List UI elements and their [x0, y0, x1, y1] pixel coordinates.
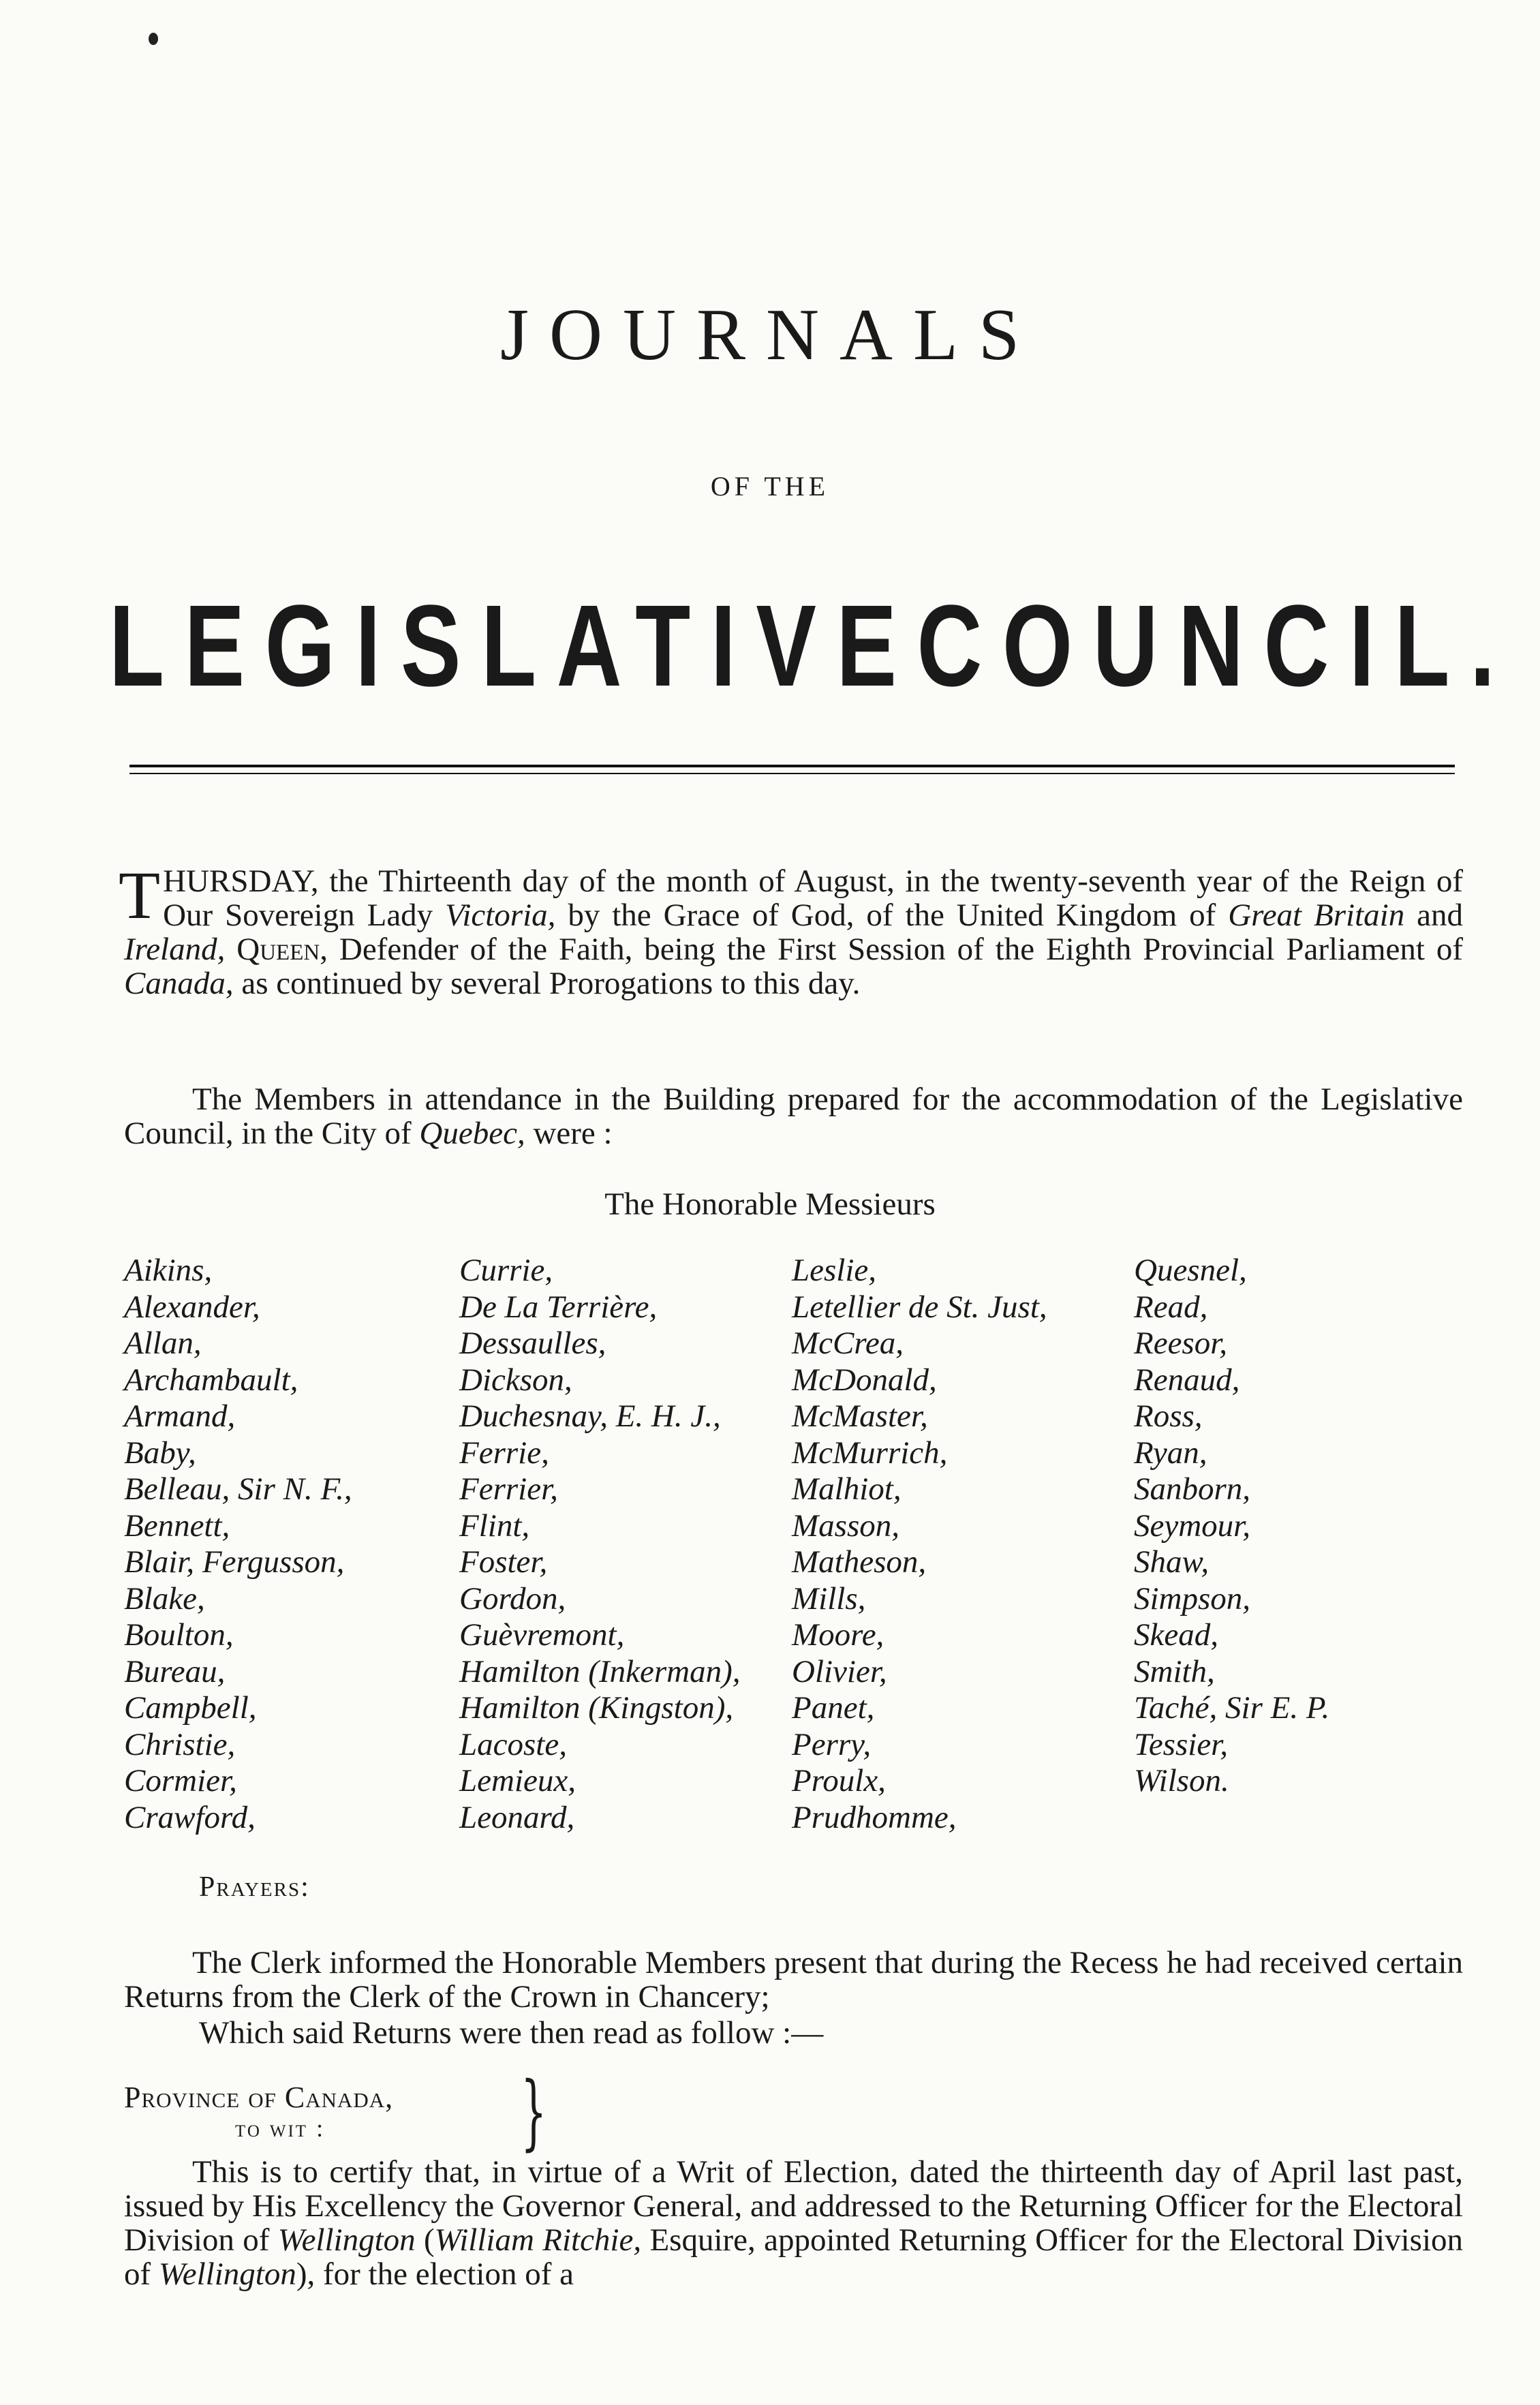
brace-glyph: } — [521, 2065, 547, 2160]
member-name: Matheson, — [792, 1544, 927, 1580]
member-name: Taché, Sir E. P. — [1134, 1690, 1330, 1726]
member-name: Shaw, — [1134, 1544, 1210, 1580]
member-name: Skead, — [1134, 1617, 1218, 1653]
opening-text: and — [1404, 898, 1464, 933]
member-name: McMaster, — [792, 1398, 928, 1434]
member-name: Renaud, — [1134, 1362, 1240, 1398]
member-name: Flint, — [459, 1507, 530, 1544]
messieurs-heading: The Honorable Messieurs — [604, 1186, 936, 1222]
member-name: Smith, — [1134, 1653, 1215, 1689]
member-name: Archambault, — [124, 1362, 298, 1398]
member-name: Crawford, — [124, 1799, 256, 1835]
member-name: Allan, — [124, 1326, 202, 1361]
title-journals: JOURNALS — [499, 294, 1041, 376]
clerk-paragraph: The Clerk informed the Honorable Members present that during the Recess he had received certain Returns from the Clerk of the Crown in Chancery; — [124, 1945, 1463, 2015]
member-name: Aikins, — [124, 1253, 213, 1288]
name-great-britain: Great Britain — [1228, 898, 1405, 933]
opening-text: as continued by several Prorogations to this day. — [233, 966, 861, 1001]
member-name: Hamilton (Inkerman), — [459, 1653, 741, 1689]
member-name: Ferrie, — [459, 1435, 549, 1471]
member-name: Currie, — [459, 1253, 553, 1288]
member-name: Reesor, — [1134, 1326, 1228, 1361]
opening-text: HURSDAY, the Thirteenth day of the month of August, in the twenty-seventh year of the Reign of Our Sovereign Lady — [163, 863, 1463, 933]
member-name: Read, — [1134, 1289, 1208, 1325]
member-name: Cormier, — [124, 1763, 237, 1798]
name-victoria: Victoria, — [445, 898, 556, 933]
member-name: Ryan, — [1134, 1435, 1207, 1471]
name-quebec: Quebec, — [419, 1116, 525, 1151]
member-name: Sanborn, — [1134, 1471, 1251, 1507]
member-name: Gordon, — [459, 1580, 566, 1617]
title-of-the: OF THE — [710, 471, 830, 502]
member-name: Baby, — [124, 1435, 196, 1471]
member-name: Bennett, — [124, 1507, 230, 1544]
members-text: The Members in attendance in the Building prepared for the accommodation of the Legislative Council, in the City of — [124, 1082, 1463, 1151]
member-name: McCrea, — [792, 1326, 904, 1361]
member-name: Letellier de St. Just, — [792, 1289, 1047, 1325]
member-column-4 — [1126, 1253, 1460, 1836]
prayers-heading: Prayers: — [199, 1871, 310, 1903]
province-line: Province of Canada, — [124, 2081, 394, 2114]
member-name: Foster, — [459, 1544, 548, 1580]
member-column-1 — [124, 1253, 458, 1836]
member-name: Perry, — [792, 1726, 872, 1762]
member-name: Masson, — [792, 1507, 899, 1544]
opening-text: by the Grace of God, of the United Kingdom of — [555, 898, 1229, 933]
name-wellington: Wellington — [277, 2222, 416, 2258]
member-name: Leslie, — [792, 1253, 877, 1288]
member-name: Quesnel, — [1134, 1253, 1247, 1288]
member-name: Belleau, Sir N. F., — [124, 1471, 352, 1507]
member-name: Hamilton (Kingston), — [459, 1690, 734, 1726]
member-name: Ferrier, — [459, 1471, 558, 1507]
member-name: Malhiot, — [792, 1471, 902, 1507]
member-name: Ross, — [1134, 1398, 1203, 1434]
certify-text: ), for the election of a — [296, 2256, 574, 2292]
title-legislative-council — [109, 579, 1515, 713]
member-name: McDonald, — [792, 1362, 937, 1398]
name-canada: Canada, — [124, 966, 234, 1001]
member-name: Blake, — [124, 1580, 205, 1617]
member-name: Moore, — [792, 1617, 884, 1653]
member-name: De La Terrière, — [459, 1289, 658, 1325]
member-name: Olivier, — [792, 1653, 887, 1689]
member-name: Alexander, — [124, 1289, 260, 1325]
member-name: Boulton, — [124, 1617, 234, 1653]
member-name: Wilson. — [1134, 1763, 1229, 1798]
member-column-3 — [792, 1253, 1126, 1836]
opening-text: Defender of the Faith, being the First Session of the Eighth Provincial Parliament of — [327, 932, 1464, 967]
word-queen: Queen, — [225, 932, 328, 967]
member-name: Bureau, — [124, 1653, 226, 1689]
members-text: were : — [525, 1116, 613, 1151]
members-paragraph — [124, 1082, 1463, 1150]
member-name: Leonard, — [459, 1799, 575, 1835]
member-name: Lacoste, — [459, 1726, 567, 1762]
member-name: Panet, — [792, 1690, 875, 1726]
certify-paragraph — [124, 2155, 1463, 2291]
member-name: Proulx, — [792, 1763, 886, 1798]
member-name: Lemieux, — [459, 1763, 576, 1798]
member-name: Seymour, — [1134, 1507, 1250, 1544]
member-name: Dessaulles, — [459, 1326, 606, 1361]
member-name: Simpson, — [1134, 1580, 1251, 1617]
opening-paragraph — [119, 857, 1464, 1001]
drop-cap: T — [119, 857, 161, 933]
certify-text: ( — [415, 2222, 435, 2258]
member-name: Christie, — [124, 1726, 236, 1762]
certify-text: Esquire, appointed Returning Officer for the Electoral Division of — [124, 2222, 1464, 2292]
member-name: Prudhomme, — [792, 1799, 957, 1835]
member-name: Duchesnay, E. H. J., — [459, 1398, 721, 1434]
name-ritchie: William Ritchie, — [434, 2222, 642, 2258]
returns-line: Which said Returns were then read as follow :— — [199, 2015, 824, 2051]
member-name: McMurrich, — [792, 1435, 948, 1471]
member-name: Armand, — [124, 1398, 236, 1434]
member-list — [124, 1253, 1473, 1836]
member-name: Campbell, — [124, 1690, 257, 1726]
title-word-legislative: LEGISLATIVE — [109, 581, 917, 711]
member-column-2 — [458, 1253, 792, 1836]
title-rule-thick — [129, 765, 1455, 767]
ink-speck — [149, 33, 158, 45]
member-name: Tessier, — [1134, 1726, 1229, 1762]
member-name: Blair, Fergusson, — [124, 1544, 345, 1580]
certify-text: This is to certify that, in virtue of a Writ of Election, dated the thirteenth day of April last past, issued by His Excellency the Governor General, and addressed to the Returning Officer for the Electoral Division of — [124, 2154, 1463, 2258]
to-wit-line: to wit : — [235, 2115, 326, 2142]
title-rule-thin — [129, 773, 1455, 774]
member-name: Guèvremont, — [459, 1617, 625, 1653]
name-wellington: Wellington — [158, 2256, 296, 2292]
member-name: Dickson, — [459, 1362, 572, 1398]
member-name: Mills, — [792, 1580, 866, 1617]
name-ireland: Ireland, — [124, 932, 226, 967]
title-word-council: COUNCIL. — [917, 581, 1515, 711]
